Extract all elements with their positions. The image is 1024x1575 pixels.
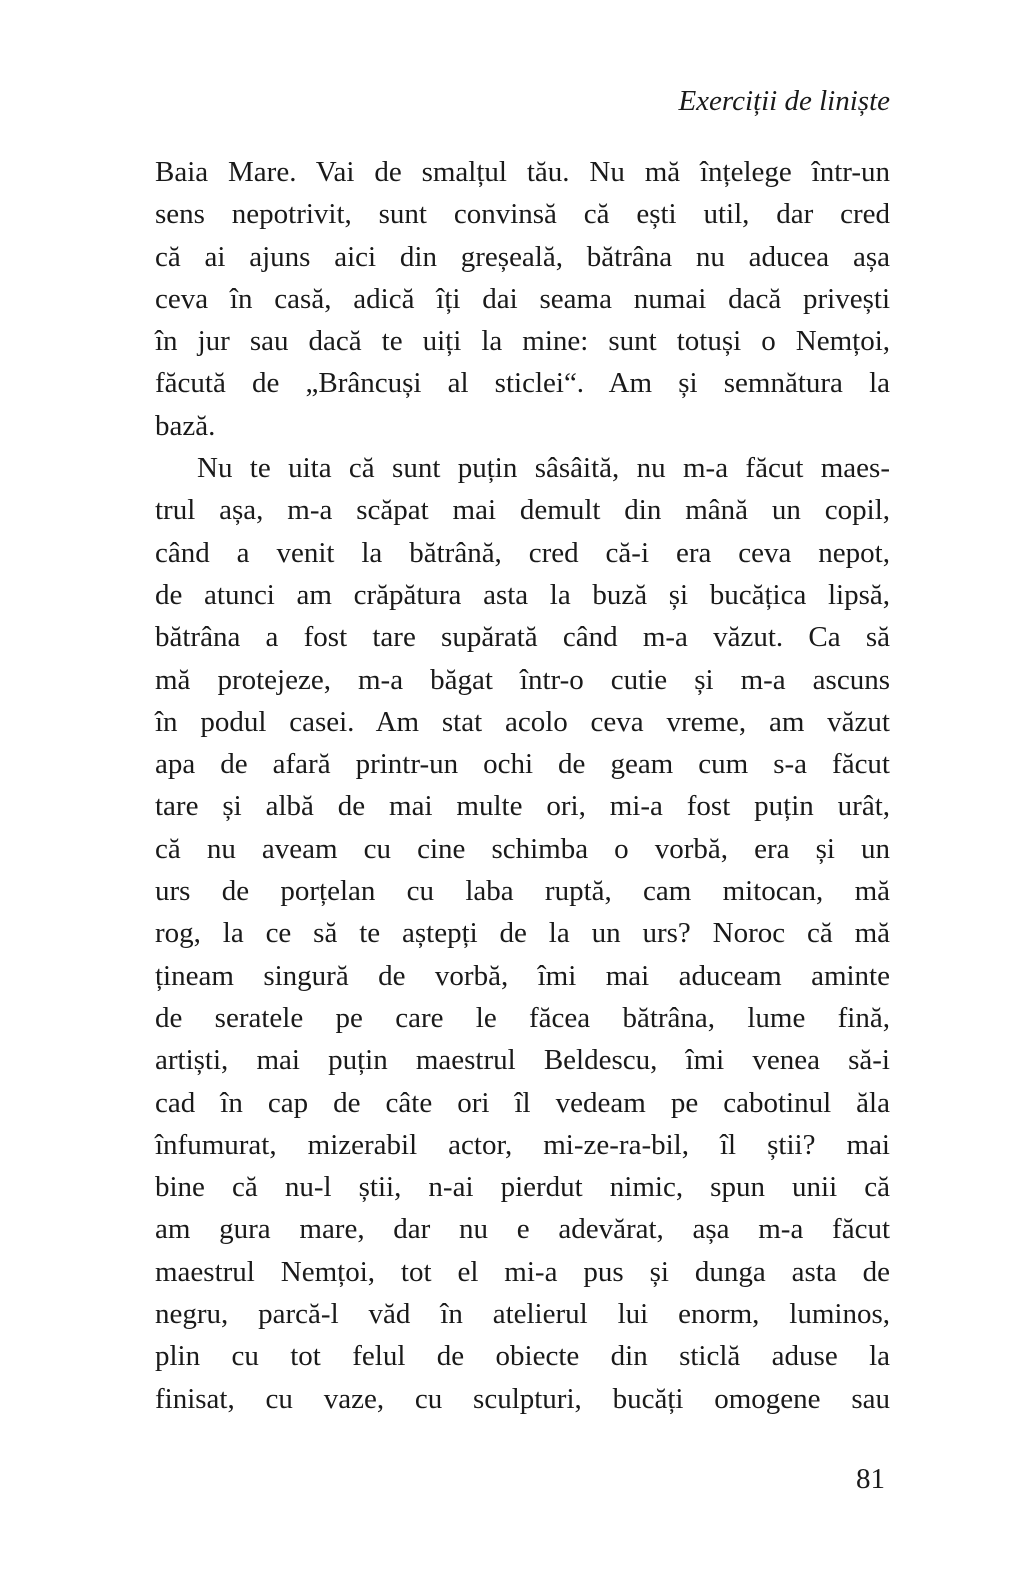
text-line: mă protejeze, m-a băgat într-o cutie și m-a ascuns (155, 663, 890, 696)
text-line: în jur sau dacă te uiți la mine: sunt totuși o Nemțoi, (155, 325, 890, 358)
text-line: sens nepotrivit, sunt convinsă că ești util, dar cred (155, 198, 890, 231)
text-line: de atunci am crăpătura asta la buză și bucățica lipsă, (155, 578, 890, 611)
text-line: trul așa, m-a scăpat mai demult din mână un copil, (155, 494, 890, 527)
text-line: în podul casei. Am stat acolo ceva vreme, am văzut (155, 705, 890, 738)
text-line: bază. (155, 409, 216, 442)
text-line: când a venit la bătrână, cred că-i era ceva nepot, (155, 536, 890, 569)
text-line: bine că nu-l știi, n-ai pierdut nimic, spun unii că (155, 1171, 890, 1204)
text-line: Nu te uita că sunt puțin sâsâită, nu m-a făcut maes- (197, 452, 890, 485)
text-line: negru, parcă-l văd în atelierul lui enorm, luminos, (155, 1298, 890, 1331)
text-line: ceva în casă, adică îți dai seama numai dacă privești (155, 282, 890, 315)
text-line: rog, la ce să te aștepți de la un urs? Noroc că mă (155, 917, 890, 950)
text-line: artiști, mai puțin maestrul Beldescu, îmi venea să-i (155, 1044, 890, 1077)
text-line: maestrul Nemțoi, tot el mi-a pus și dunga asta de (155, 1255, 890, 1288)
text-line: bătrâna a fost tare supărată când m-a văzut. Ca să (155, 621, 890, 654)
text-line: finisat, cu vaze, cu sculpturi, bucăți omogene sau (155, 1382, 890, 1415)
running-header: Exerciții de liniște (678, 85, 890, 117)
text-line: am gura mare, dar nu e adevărat, așa m-a făcut (155, 1213, 890, 1246)
text-line: țineam singură de vorbă, îmi mai aduceam aminte (155, 959, 890, 992)
text-line: că nu aveam cu cine schimba o vorbă, era și un (155, 832, 890, 865)
text-line: plin cu tot felul de obiecte din sticlă aduse la (155, 1340, 890, 1373)
text-line: de seratele pe care le făcea bătrâna, lume fină, (155, 1001, 890, 1034)
text-line: urs de porțelan cu laba ruptă, cam mitocan, mă (155, 875, 890, 908)
text-line: făcută de „Brâncuși al sticlei“. Am și semnătura la (155, 367, 890, 400)
page-number: 81 (856, 1463, 885, 1495)
text-line: apa de afară printr-un ochi de geam cum s-a făcut (155, 748, 890, 781)
text-line: tare și albă de mai multe ori, mi-a fost puțin urât, (155, 790, 890, 823)
text-line: Baia Mare. Vai de smalțul tău. Nu mă înțelege într-un (155, 156, 890, 188)
text-line: cad în cap de câte ori îl vedeam pe cabotinul ăla (155, 1086, 890, 1119)
text-line: că ai ajuns aici din greșeală, bătrâna nu aducea așa (155, 240, 890, 273)
body-text (155, 151, 890, 1420)
text-line: înfumurat, mizerabil actor, mi-ze-ra-bil, îl știi? mai (155, 1128, 890, 1161)
